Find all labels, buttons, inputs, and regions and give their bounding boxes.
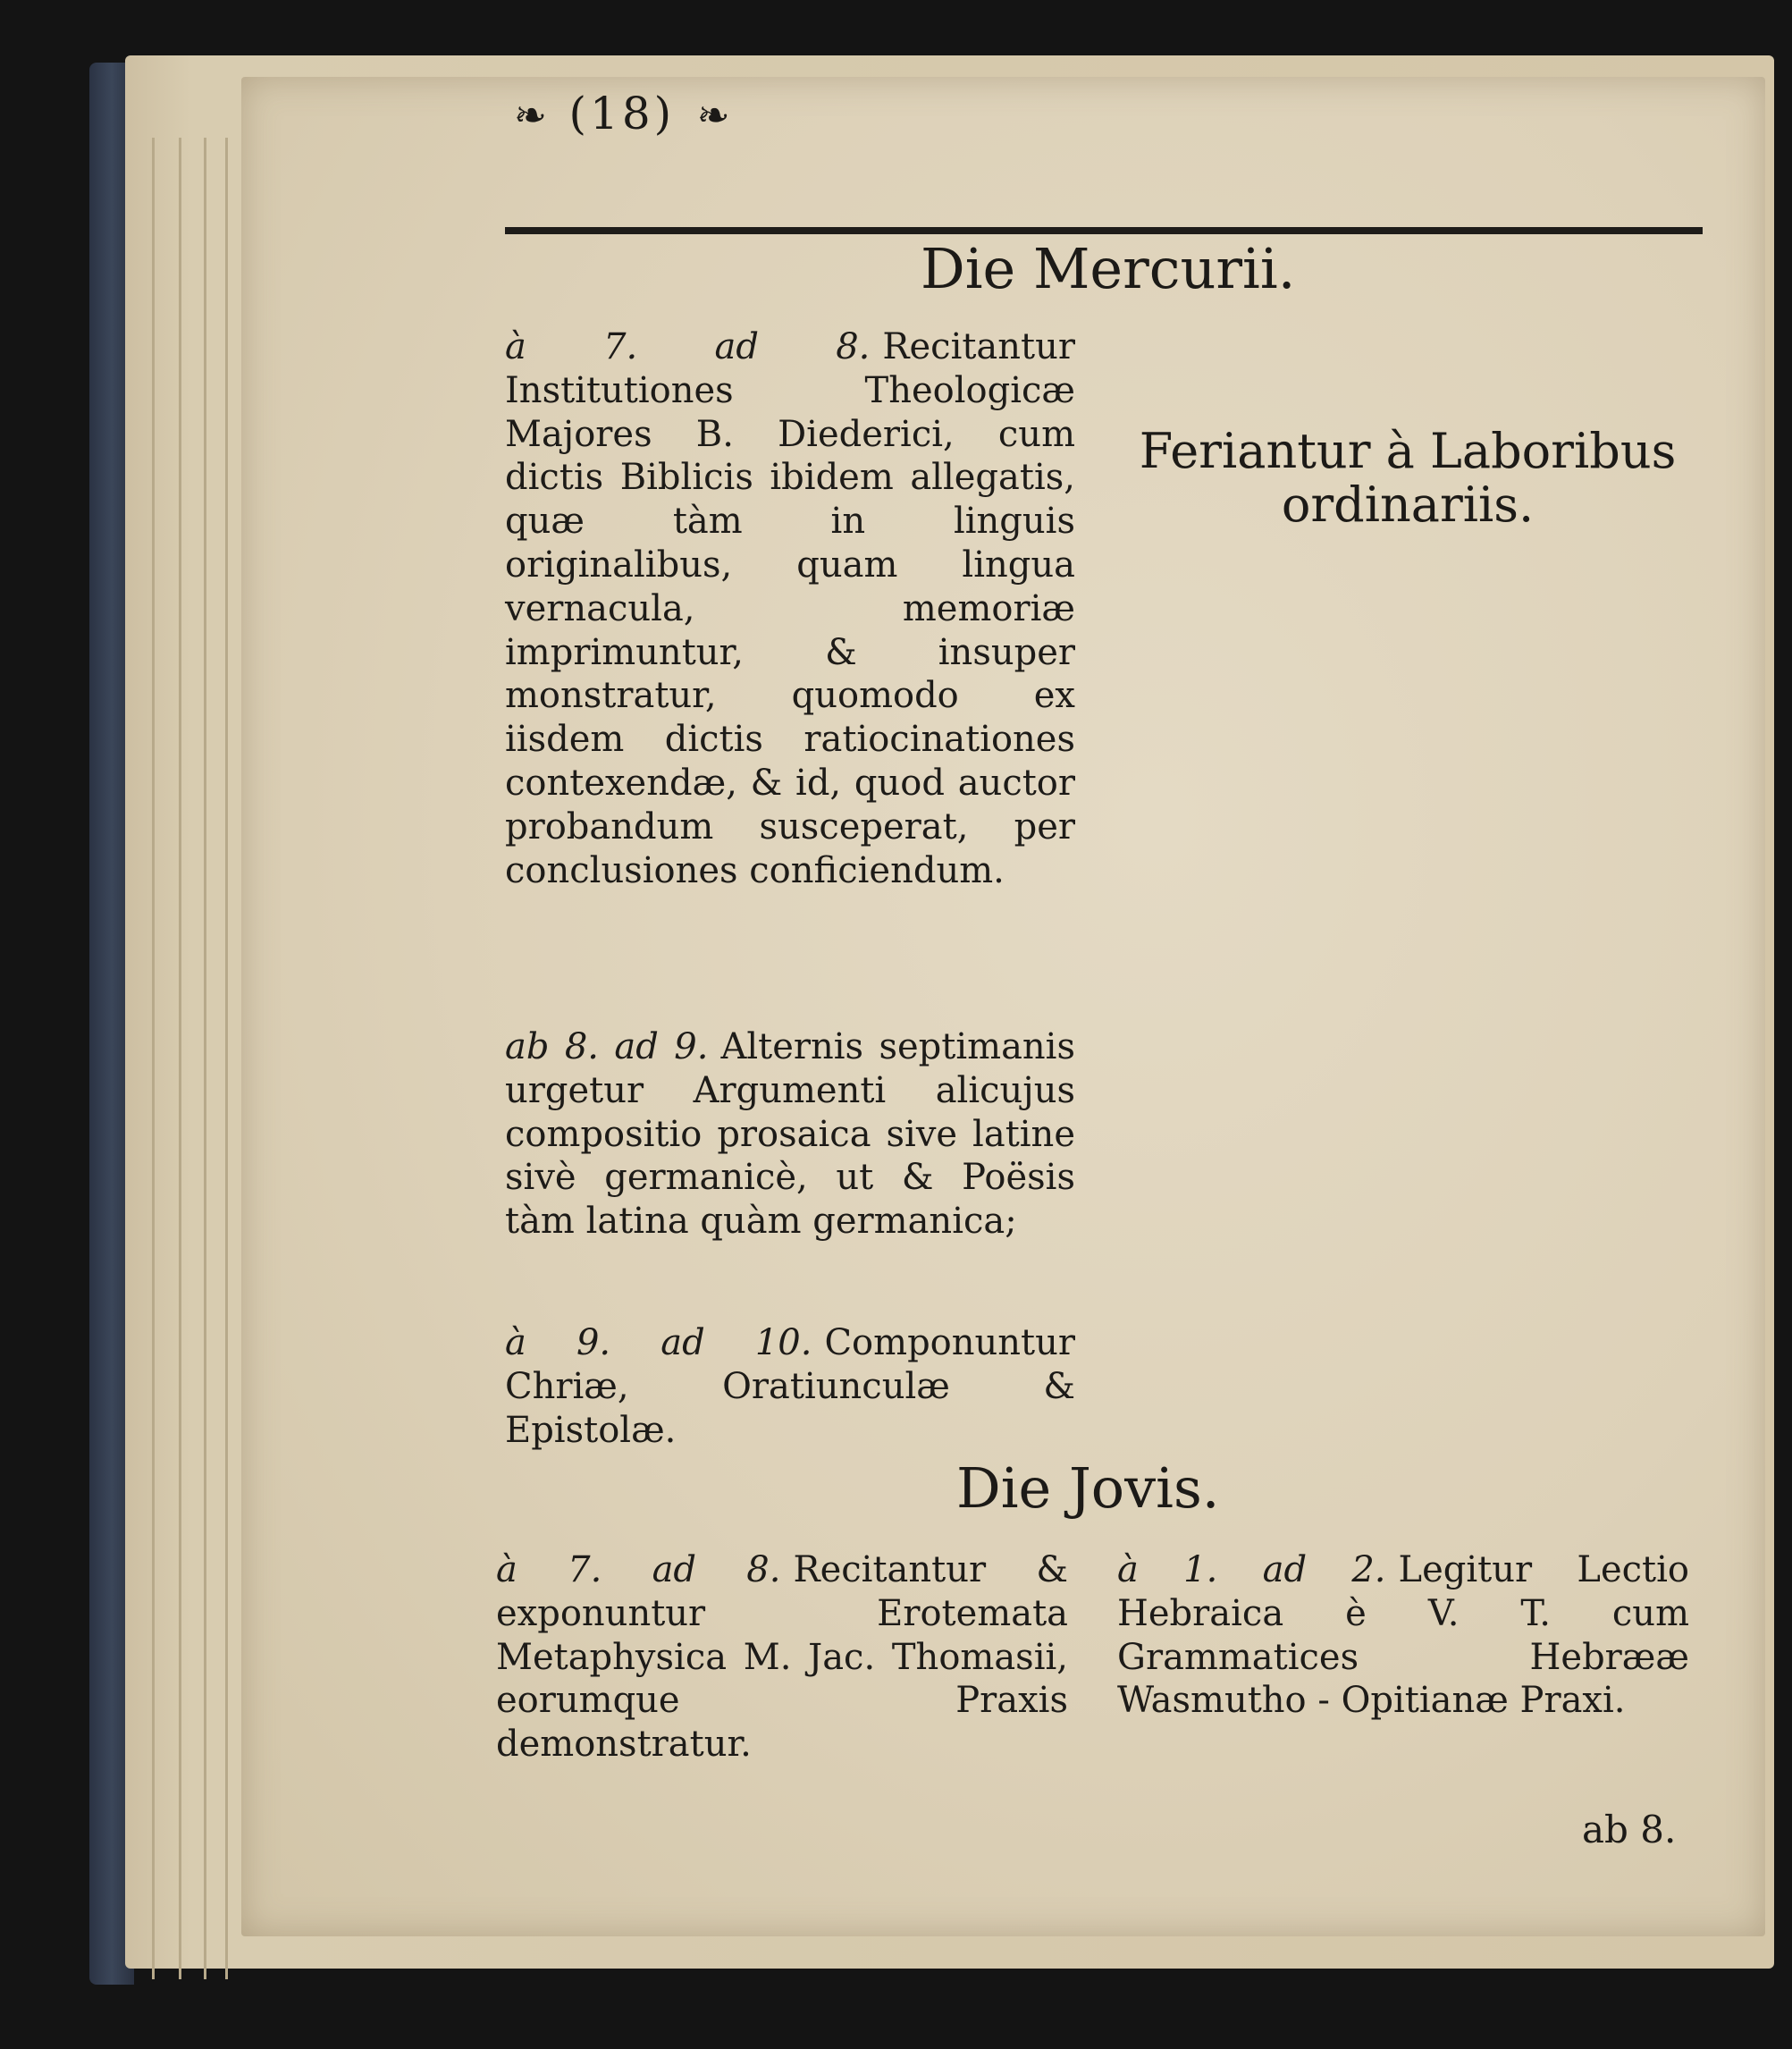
- page-edge-line: [204, 138, 206, 1979]
- page-edge-line: [225, 138, 228, 1979]
- page-edge-line: [179, 138, 181, 1979]
- entry-time: à 9. ad 10.: [505, 1322, 812, 1363]
- catchword: ab 8.: [1582, 1808, 1677, 1851]
- thursday-morning-entry: [496, 1548, 1068, 1767]
- printer-ornament-right-icon: ❧: [696, 93, 730, 139]
- entry-time: à 1. ad 2.: [1117, 1549, 1386, 1590]
- entry-text: Componuntur Chriæ, Oratiunculæ & Epistolæ.: [505, 1322, 1075, 1451]
- thursday-afternoon-entry: [1117, 1548, 1689, 1723]
- running-header: [505, 88, 739, 139]
- wednesday-afternoon-note: Feriantur à Laboribus ordinariis.: [1139, 423, 1677, 533]
- entry-text: Recitantur & exponuntur Erotemata Metaphysica M. Jac. Thomasii, eorumque Praxis demonstratur.: [496, 1549, 1068, 1766]
- day-heading-thursday: Die Jovis.: [956, 1455, 1220, 1521]
- entry-text: Recitantur Institutiones Theologicæ Majores B. Diederici, cum dictis Biblicis ibidem allegatis, quæ tàm in linguis originalibus, quam lingua vernacula, memoriæ imprimuntur, & insuper monstratur, quomodo ex iisdem dictis ratiocinationes contexendæ, & id, quod auctor probandum susceperat, per conclusiones conficiendum.: [505, 326, 1075, 891]
- entry-time: à 7. ad 8.: [505, 326, 871, 367]
- entry-text: Alternis septimanis urgetur Argumenti alicujus compositio prosaica sive latine sivè germanicè, ut & Poësis tàm latina quàm germanica;: [505, 1026, 1075, 1243]
- wednesday-entry-3: [505, 1321, 1075, 1452]
- header-rule: [505, 227, 1703, 234]
- page-edge-line: [152, 138, 155, 1979]
- entry-time: à 7. ad 8.: [496, 1549, 781, 1590]
- day-heading-wednesday: Die Mercurii.: [921, 236, 1296, 301]
- wednesday-entry-1: [505, 325, 1075, 892]
- entry-text: Legitur Lectio Hebraica è V. T. cum Grammatices Hebrææ Wasmutho - Opitianæ Praxi.: [1117, 1549, 1690, 1722]
- printer-ornament-left-icon: ❧: [514, 93, 547, 139]
- wednesday-entry-2: [505, 1025, 1075, 1244]
- page-number: (18): [568, 88, 676, 139]
- entry-time: ab 8. ad 9.: [505, 1026, 709, 1067]
